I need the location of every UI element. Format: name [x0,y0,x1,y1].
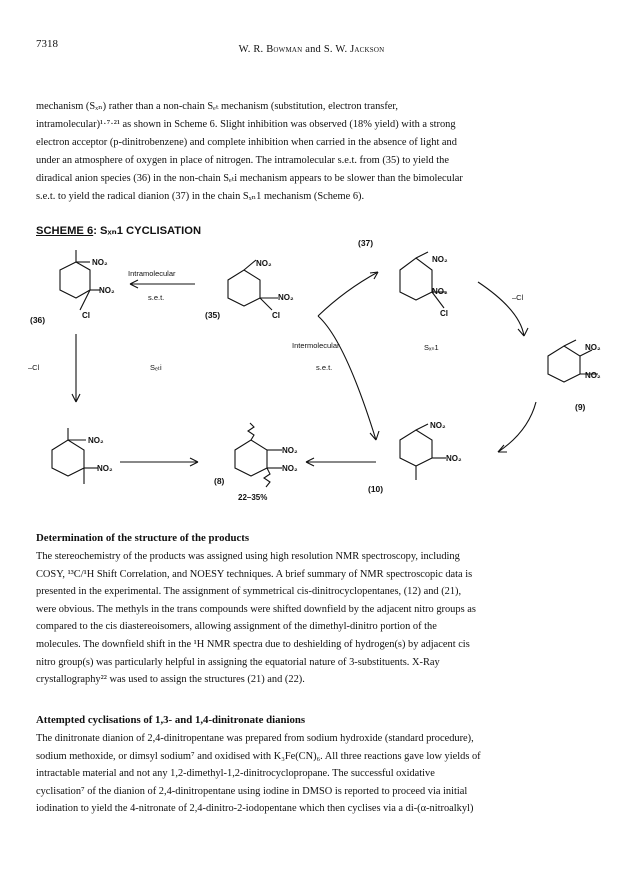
reaction-scheme [0,236,623,526]
arrow-loss-chloride [478,282,524,336]
set-label: s.e.t. [316,363,333,372]
running-head-author1: Bowman [266,44,303,55]
text-line: electron acceptor (p-dinitrobenzene) and complete inhibition when carried in the absence of light and [36,136,457,148]
running-head-prefix: W. R. [238,44,267,55]
text-line: mechanism (Sₓₙ) rather than a non-chain Sₑₜ mechanism (substitution, electron transfer, [36,101,399,112]
text-line: diradical anion species (36) in the non-chain Sₑₜi mechanism appears to be slower than the bimolecular [36,172,463,184]
no2-label: NO₂ [256,259,272,268]
text-line: The stereochemistry of the products was assigned using high resolution NMR spectroscopy, including [36,551,460,562]
molecule-37 [358,238,448,318]
compound-label-9: (9) [575,402,586,412]
no2-label: NO₂ [446,454,462,463]
arrow-chain-propagation [318,316,376,440]
no2-label: NO₂ [432,255,448,264]
running-head-and: and S. W. [302,44,351,55]
set-label: s.e.t. [148,293,165,302]
running-head [0,44,623,55]
text-line: under an atmosphere of oxygen in place of nitrogen. The intramolecular s.e.t. from (35) to yield the [36,154,449,166]
no2-label: NO₂ [282,446,298,455]
text-line: iodination to yield the 4-nitronate of 2,4-dinitro-2-iodopentane which then cyclises via a di-(α-nitroalkyl) [36,803,474,815]
cl-label: Cl [440,309,448,318]
compound-label-35: (35) [205,310,221,320]
cl-label: Cl [272,311,280,320]
text-line: molecules. The downfield shift in the ¹H NMR spectra due to deshielding of hydrogen(s) by adjacent cis [36,638,470,650]
section-heading-cyclisations: Attempted cyclisations of 1,3- and 1,4-dinitronate dianions [36,714,306,726]
intermolecular-label: Intermolecular [292,341,340,350]
molecule-36 [30,250,115,325]
scheme-title-number: SCHEME 6 [36,225,94,237]
no2-label: NO₂ [99,286,115,295]
text-line: cyclisation⁷ of the dianion of 2,4-dinitropentane using iodine in DMSO is reported to proceed via initial [36,785,468,797]
no2-label: NO₂ [585,371,601,380]
text-line: The dinitronate dianion of 2,4-dinitropentane was prepared from sodium hydroxide (standard procedure), [36,733,474,744]
no2-label: NO₂ [88,436,104,445]
molecule-35 [205,259,294,320]
text-line: presented in the experimental. The assignment of symmetrical cis-dinitrocyclopentanes, (12) and (21), [36,586,462,598]
cyclisations-paragraph [36,730,591,818]
yield-label: 22–35% [238,493,268,502]
compound-label-10: (10) [368,484,384,494]
arrow-intermolecular [318,272,378,316]
chloride-label: –Cl [512,293,524,302]
arrow-chain [498,402,536,452]
no2-label: NO₂ [92,258,108,267]
text-line: intramolecular)¹·⁷·²¹ as shown in Scheme 6. Slight inhibition was observed (18% yield) with a strong [36,118,456,130]
molecule-9 [548,340,601,412]
running-head-author2: Jackson [350,44,385,55]
text-line: s.e.t. to yield the radical dianion (37) in the chain Sₓₙ1 mechanism (Scheme 6). [36,190,365,202]
text-line: crystallography²² was used to assign the structures (21) and (22). [36,674,305,686]
text-line: COSY, ¹³C/¹H Shift Correlation, and NOESY techniques. A brief summary of NMR spectroscopic data is [36,568,473,580]
text-line: nitro group(s) was particularly helpful in assigning the equatorial nature of 3-substituents. X-Ray [36,656,440,668]
compound-label-36: (36) [30,315,46,325]
intro-paragraph [36,98,591,205]
text-line: intractable material and not any 1,2-dimethyl-1,2-dinitrocyclopropane. The successful oxidative [36,768,435,780]
seti-label: Sₑₜi [150,363,162,372]
compound-label-37: (37) [358,238,374,248]
compound-label-8: (8) [214,476,225,486]
srn1-label: Sₓₙ1 [424,343,439,352]
no2-label: NO₂ [585,343,601,352]
text-line: compared to the cis diastereoisomers, allowing assignment of the dimethyl-dinitro portion of the [36,621,437,633]
no2-label: NO₂ [282,464,298,473]
no2-label: NO₂ [97,464,113,473]
molecule-8 [214,423,298,502]
page-number: 7318 [36,38,58,50]
no2-label: NO₂ [432,287,448,296]
section-heading-structure: Determination of the structure of the products [36,532,250,544]
intramolecular-label: Intramolecular [128,269,176,278]
chloride-label: –Cl [28,363,40,372]
structure-paragraph [36,548,591,689]
molecule-10 [368,421,462,494]
text-line: were obvious. The methyls in the trans compounds were shifted downfield by the adjacent nitro groups as [36,603,476,615]
no2-label: NO₂ [430,421,446,430]
no2-label: NO₂ [278,293,294,302]
text-line: sodium methoxide, or dimsyl sodium⁷ and oxidised with K₃Fe(CN)₆. All three reactions gave low yields of [36,750,481,762]
cl-label: Cl [82,311,90,320]
scheme-title-text: : Sₓₙ1 CYCLISATION [93,225,202,237]
molecule-product-left [52,428,113,484]
